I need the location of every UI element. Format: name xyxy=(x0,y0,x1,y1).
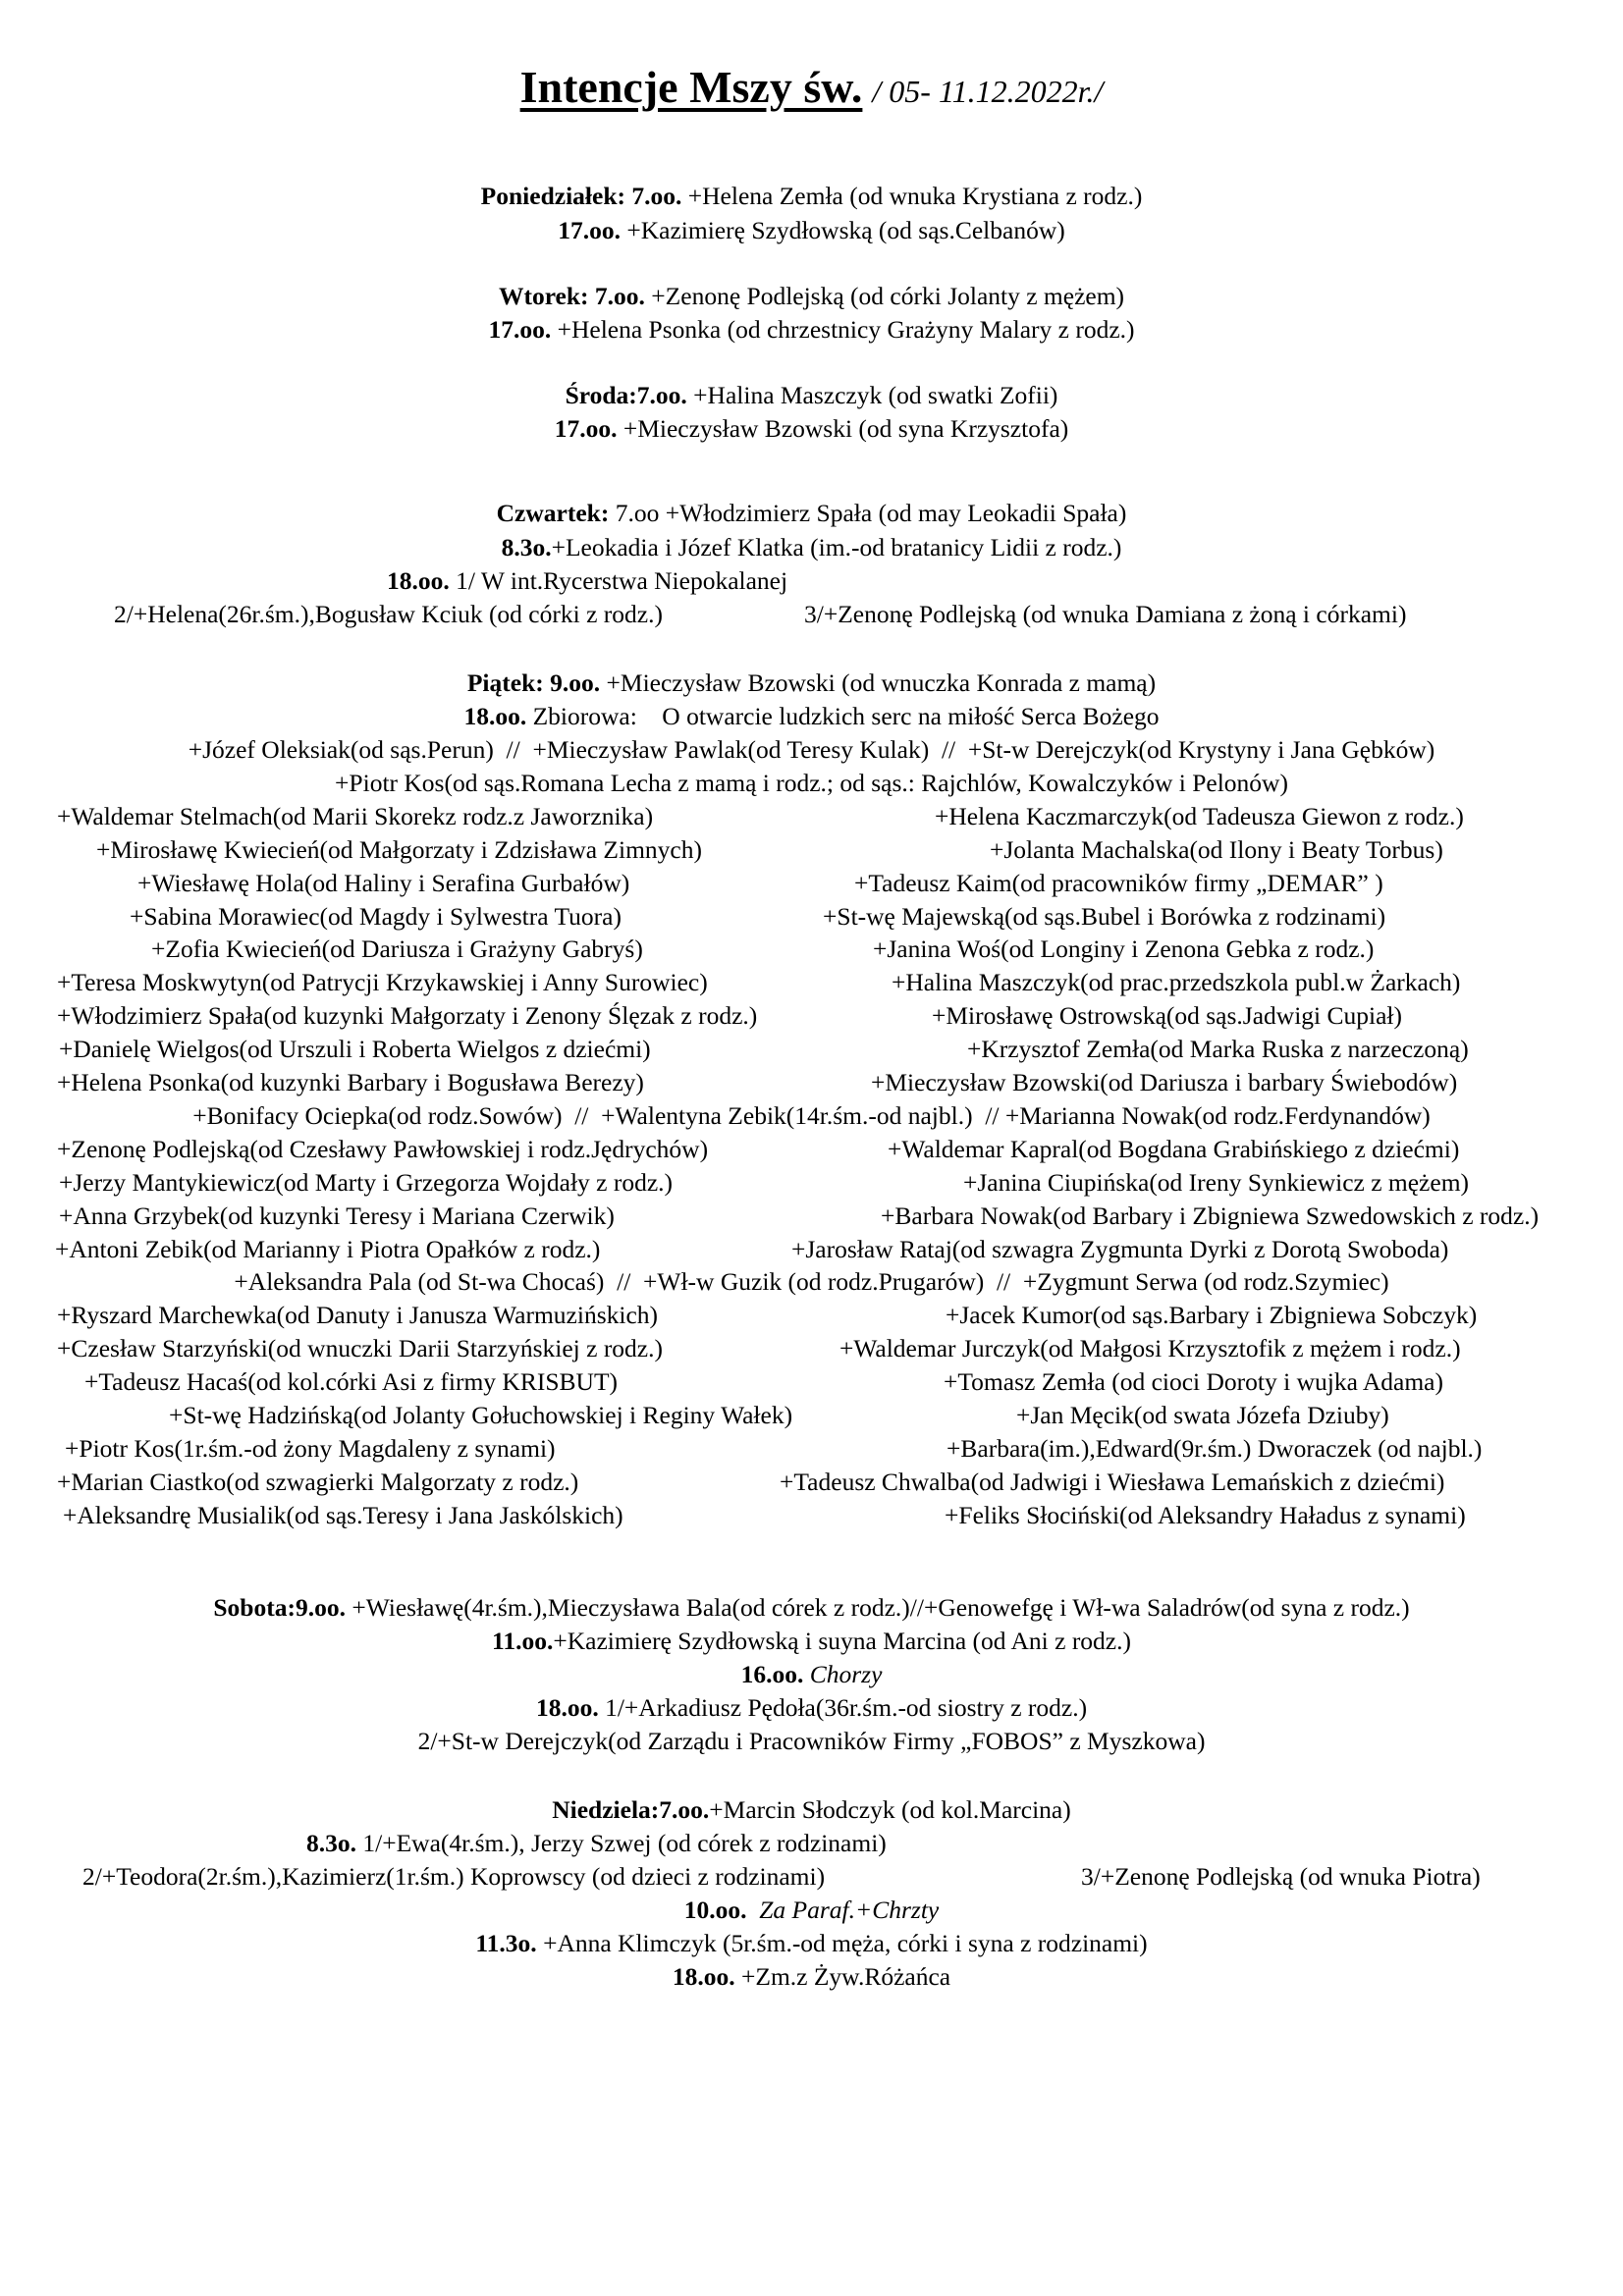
collective-intention-right: +Jolanta Machalska(od Ilony i Beaty Torbus) xyxy=(990,834,1443,864)
collective-intention-left: +Aleksandrę Musialik(od sąs.Teresy i Jana Jaskólskich) xyxy=(63,1500,623,1529)
wednesday-mass-1 xyxy=(0,380,1623,411)
collective-intention-right: +Jacek Kumor(od sąs.Barbary i Zbigniewa Sobczyk) xyxy=(946,1301,1478,1330)
mass-time: 8.3o. xyxy=(306,1829,356,1857)
mass-intention: Chorzy xyxy=(809,1660,883,1688)
mass-time: 10.oo. xyxy=(683,1896,747,1924)
mass-intention: +Marcin Słodczyk (od kol.Marcina) xyxy=(709,1795,1071,1824)
mass-intention: +Anna Klimczyk (5r.śm.-od męża, córki i syna z rodzinami) xyxy=(543,1929,1148,1957)
mass-time: 17.oo. xyxy=(488,315,552,344)
collective-intention-left: +Mirosławę Kwiecień(od Małgorzaty i Zdzisława Zimnych) xyxy=(96,834,702,864)
collective-intention-left: +Antoni Zebik(od Marianny i Piotra Opałków z rodz.) xyxy=(55,1234,601,1263)
sunday-mass-5 xyxy=(0,1961,1623,1993)
collective-intention-right: +Jan Męcik(od swata Józefa Dziuby) xyxy=(1016,1401,1389,1429)
tuesday-mass-2 xyxy=(0,314,1623,346)
mass-time: 18.oo. xyxy=(387,566,450,595)
collective-intention-left: +Piotr Kos(1r.śm.-od żony Magdaleny z synami) xyxy=(65,1433,556,1463)
collective-intention-left: +Teresa Moskwytyn(od Patrycji Krzykawskiej i Anny Surowiec) xyxy=(57,968,708,997)
collective-intention-right: +Tadeusz Chwalba(od Jadwigi i Wiesława Lemańskich z dziećmi) xyxy=(780,1467,1445,1496)
collective-intention-left: +St-wę Hadzińską(od Jolanty Gołuchowskiej i Reginy Wałek) xyxy=(169,1401,793,1429)
mass-intention: +Mieczysław Bzowski (od syna Krzysztofa) xyxy=(622,414,1069,443)
collective-intention-right: +Janina Ciupińska(od Ireny Synkiewicz z mężem) xyxy=(963,1167,1470,1197)
mass-intention: +Helena Zemła (od wnuka Krystiana z rodz.) xyxy=(687,182,1143,210)
collective-intention-right: +Feliks Słociński(od Aleksandry Haładus z synami) xyxy=(945,1500,1466,1529)
collective-line: +Piotr Kos(od sąs.Romana Lecha z mamą i rodz.; od sąs.: Rajchlów, Kowalczyków i Pelonów) xyxy=(335,768,1288,797)
title-date-range: / 05- 11.12.2022r./ xyxy=(872,74,1104,109)
page-title xyxy=(0,61,1623,113)
saturday-mass-1 xyxy=(0,1592,1623,1624)
title-main: Intencje Mszy św. xyxy=(519,62,863,112)
friday-mass-2 xyxy=(0,701,1623,732)
tuesday-mass-1 xyxy=(0,281,1623,312)
mass-intention: +Leokadia i Józef Klatka (im.-od bratanicy Lidii z rodz.) xyxy=(551,533,1122,561)
sunday-extra-right: 3/+Zenonę Podlejską (od wnuka Piotra) xyxy=(1081,1862,1481,1891)
sunday-mass-3 xyxy=(0,1895,1623,1926)
collective-intention-right: +Mieczysław Bzowski(od Dariusza i barbary Świebodów) xyxy=(871,1068,1458,1096)
collective-line: +Józef Oleksiak(od sąs.Perun) // +Mieczysław Pawlak(od Teresy Kulak) // +St-w Derejczyk(od Krystyny i Jana Gębków) xyxy=(188,735,1435,764)
collective-intention-right: +Mirosławę Ostrowską(od sąs.Jadwigi Cupiał) xyxy=(932,1001,1402,1031)
sunday-mass-1 xyxy=(0,1794,1623,1826)
mass-time: 7.oo. xyxy=(594,282,645,310)
day-label: Wtorek: xyxy=(498,282,589,310)
mass-intention: +Włodzimierz Spała (od may Leokadii Spała) xyxy=(665,499,1127,527)
mass-intention: +Zm.z Żyw.Różańca xyxy=(741,1962,951,1991)
mass-time: 11.3o. xyxy=(475,1929,537,1957)
thursday-mass-1 xyxy=(0,498,1623,529)
collective-intention-right: +Helena Kaczmarczyk(od Tadeusza Giewon z rodz.) xyxy=(935,801,1464,830)
collective-intention-right: +Tadeusz Kaim(od pracowników firmy „DEMAR” ) xyxy=(854,868,1383,897)
collective-intention-right: +St-wę Majewską(od sąs.Bubel i Borówka z rodzinami) xyxy=(823,901,1386,931)
saturday-extra: 2/+St-w Derejczyk(od Zarządu i Pracowników Firmy „FOBOS” z Myszkowa) xyxy=(417,1727,1206,1755)
sunday-mass-4 xyxy=(0,1928,1623,1959)
mass-intention: +Zenonę Podlejską (od córki Jolanty z mężem) xyxy=(651,282,1125,310)
collective-intention-left: +Ryszard Marchewka(od Danuty i Janusza Warmuzińskich) xyxy=(57,1301,659,1330)
collective-intention-left: +Sabina Morawiec(od Magdy i Sylwestra Tuora) xyxy=(130,901,622,931)
mass-intention: +Kazimierę Szydłowską i suyna Marcina (od Ani z rodz.) xyxy=(553,1627,1131,1655)
mass-intention: +Halina Maszczyk (od swatki Zofii) xyxy=(693,381,1058,409)
sunday-extra-left: 2/+Teodora(2r.śm.),Kazimierz(1r.śm.) Koprowscy (od dzieci z rodzinami) xyxy=(82,1862,826,1891)
mass-time: 8.3o. xyxy=(501,533,552,561)
collective-intention-right: +Barbara(im.),Edward(9r.śm.) Dworaczek (od najbl.) xyxy=(947,1433,1483,1463)
mass-time: 9.oo. xyxy=(295,1593,346,1622)
saturday-mass-3 xyxy=(0,1659,1623,1690)
collective-intention-right: +Barbara Nowak(od Barbary i Zbigniewa Szwedowskich z rodz.) xyxy=(881,1201,1540,1230)
thursday-mass-2 xyxy=(0,532,1623,563)
collective-intention-left: +Zofia Kwiecień(od Dariusza i Grażyny Gabryś) xyxy=(151,934,643,964)
mass-intention: Zbiorowa: O otwarcie ludzkich serc na miłość Serca Bożego xyxy=(532,702,1160,730)
collective-intention-right: +Janina Woś(od Longiny i Zenona Gebka z rodz.) xyxy=(873,934,1375,964)
day-label: Sobota: xyxy=(213,1593,296,1622)
collective-intention-left: +Zenonę Podlejską(od Czesławy Pawłowskiej i rodz.Jędrychów) xyxy=(57,1134,709,1163)
day-label: Piątek: xyxy=(466,668,544,697)
saturday-mass-4 xyxy=(0,1692,1623,1724)
mass-intention: 1/ W int.Rycerstwa Niepokalanej xyxy=(456,566,788,595)
mass-time: 18.oo. xyxy=(535,1693,599,1722)
mass-time: 18.oo. xyxy=(463,702,527,730)
mass-time: 7.oo. xyxy=(631,182,682,210)
collective-intention-right: +Tomasz Zemła (od cioci Doroty i wujka Adama) xyxy=(944,1367,1443,1397)
mass-intention: +Wiesławę(4r.śm.),Mieczysława Bala(od córek z rodz.)//+Genowefgę i Wł-wa Saladrów(od syna z rodz.) xyxy=(352,1593,1410,1622)
thursday-extra-right: 3/+Zenonę Podlejską (od wnuka Damiana z żoną i córkami) xyxy=(804,600,1407,628)
day-label: Niedziela: xyxy=(552,1795,660,1824)
mass-time: 9.oo. xyxy=(550,668,601,697)
collective-intention-left: +Włodzimierz Spała(od kuzynki Małgorzaty i Zenony Ślęzak z rodz.) xyxy=(57,1001,758,1031)
mass-intention: +Mieczysław Bzowski (od wnuczka Konrada z mamą) xyxy=(606,668,1157,697)
collective-line: +Bonifacy Ociepka(od rodz.Sowów) // +Walentyna Zebik(14r.śm.-od najbl.) // +Marianna Nowak(od rodz.Ferdynandów) xyxy=(192,1100,1431,1130)
mass-time: 7.oo. xyxy=(636,381,687,409)
mass-intention: 1/+Arkadiusz Pędoła(36r.śm.-od siostry z rodz.) xyxy=(605,1693,1088,1722)
mass-time: 11.oo. xyxy=(491,1627,554,1655)
day-label: Poniedziałek: xyxy=(480,182,625,210)
collective-intention-left: +Waldemar Stelmach(od Marii Skorekz rodz.z Jaworznika) xyxy=(57,801,654,830)
collective-intention-right: +Waldemar Jurczyk(od Małgosi Krzysztofik z mężem i rodz.) xyxy=(839,1334,1461,1363)
collective-intention-right: +Jarosław Rataj(od szwagra Zygmunta Dyrki z Dorotą Swoboda) xyxy=(791,1234,1449,1263)
saturday-mass-2 xyxy=(0,1626,1623,1657)
mass-intention: 1/+Ewa(4r.śm.), Jerzy Szwej (od córek z rodzinami) xyxy=(362,1829,887,1857)
wednesday-mass-2 xyxy=(0,413,1623,445)
collective-intention-left: +Marian Ciastko(od szwagierki Malgorzaty z rodz.) xyxy=(57,1467,579,1496)
mass-time: 16.oo. xyxy=(740,1660,804,1688)
collective-intention-left: +Wiesławę Hola(od Haliny i Serafina Gurbałów) xyxy=(137,868,630,897)
thursday-mass-3 xyxy=(387,565,787,597)
mass-time: 7.oo. xyxy=(659,1795,710,1824)
mass-intention: +Helena Psonka (od chrzestnicy Grażyny Malary z rodz.) xyxy=(557,315,1135,344)
mass-time: 18.oo. xyxy=(672,1962,735,1991)
collective-intention-right: +Krzysztof Zemła(od Marka Ruska z narzeczoną) xyxy=(967,1035,1469,1064)
monday-mass-1 xyxy=(0,181,1623,212)
friday-mass-1 xyxy=(0,667,1623,699)
collective-intention-left: +Czesław Starzyński(od wnuczki Darii Starzyńskiej z rodz.) xyxy=(57,1334,663,1363)
day-label: Czwartek: xyxy=(496,499,610,527)
mass-intention: +Kazimierę Szydłowską (od sąs.Celbanów) xyxy=(626,216,1065,244)
collective-intention-right: +Halina Maszczyk(od prac.przedszkola publ.w Żarkach) xyxy=(892,968,1461,997)
mass-time: 17.oo. xyxy=(558,216,621,244)
collective-intention-left: +Danielę Wielgos(od Urszuli i Roberta Wielgos z dziećmi) xyxy=(59,1035,651,1064)
mass-time: 17.oo. xyxy=(554,414,618,443)
day-label: Środa: xyxy=(565,381,637,409)
mass-intention: Za Paraf.+Chrzty xyxy=(759,1896,940,1924)
mass-time: 7.oo xyxy=(615,499,660,527)
collective-intention-left: +Tadeusz Hacaś(od kol.córki Asi z firmy KRISBUT) xyxy=(84,1367,619,1397)
thursday-extra-left: 2/+Helena(26r.śm.),Bogusław Kciuk (od córki z rodz.) xyxy=(114,600,663,628)
collective-intention-left: +Jerzy Mantykiewicz(od Marty i Grzegorza Wojdały z rodz.) xyxy=(59,1167,674,1197)
collective-intention-right: +Waldemar Kapral(od Bogdana Grabińskiego z dziećmi) xyxy=(888,1134,1460,1163)
collective-intention-left: +Helena Psonka(od kuzynki Barbary i Bogusława Berezy) xyxy=(57,1068,644,1096)
sunday-mass-2 xyxy=(306,1828,887,1859)
monday-mass-2 xyxy=(0,215,1623,246)
collective-intention-left: +Anna Grzybek(od kuzynki Teresy i Mariana Czerwik) xyxy=(59,1201,615,1230)
collective-line: +Aleksandra Pala (od St-wa Chocaś) // +Wł-w Guzik (od rodz.Prugarów) // +Zygmunt Serwa (od rodz.Szymiec) xyxy=(234,1267,1389,1297)
